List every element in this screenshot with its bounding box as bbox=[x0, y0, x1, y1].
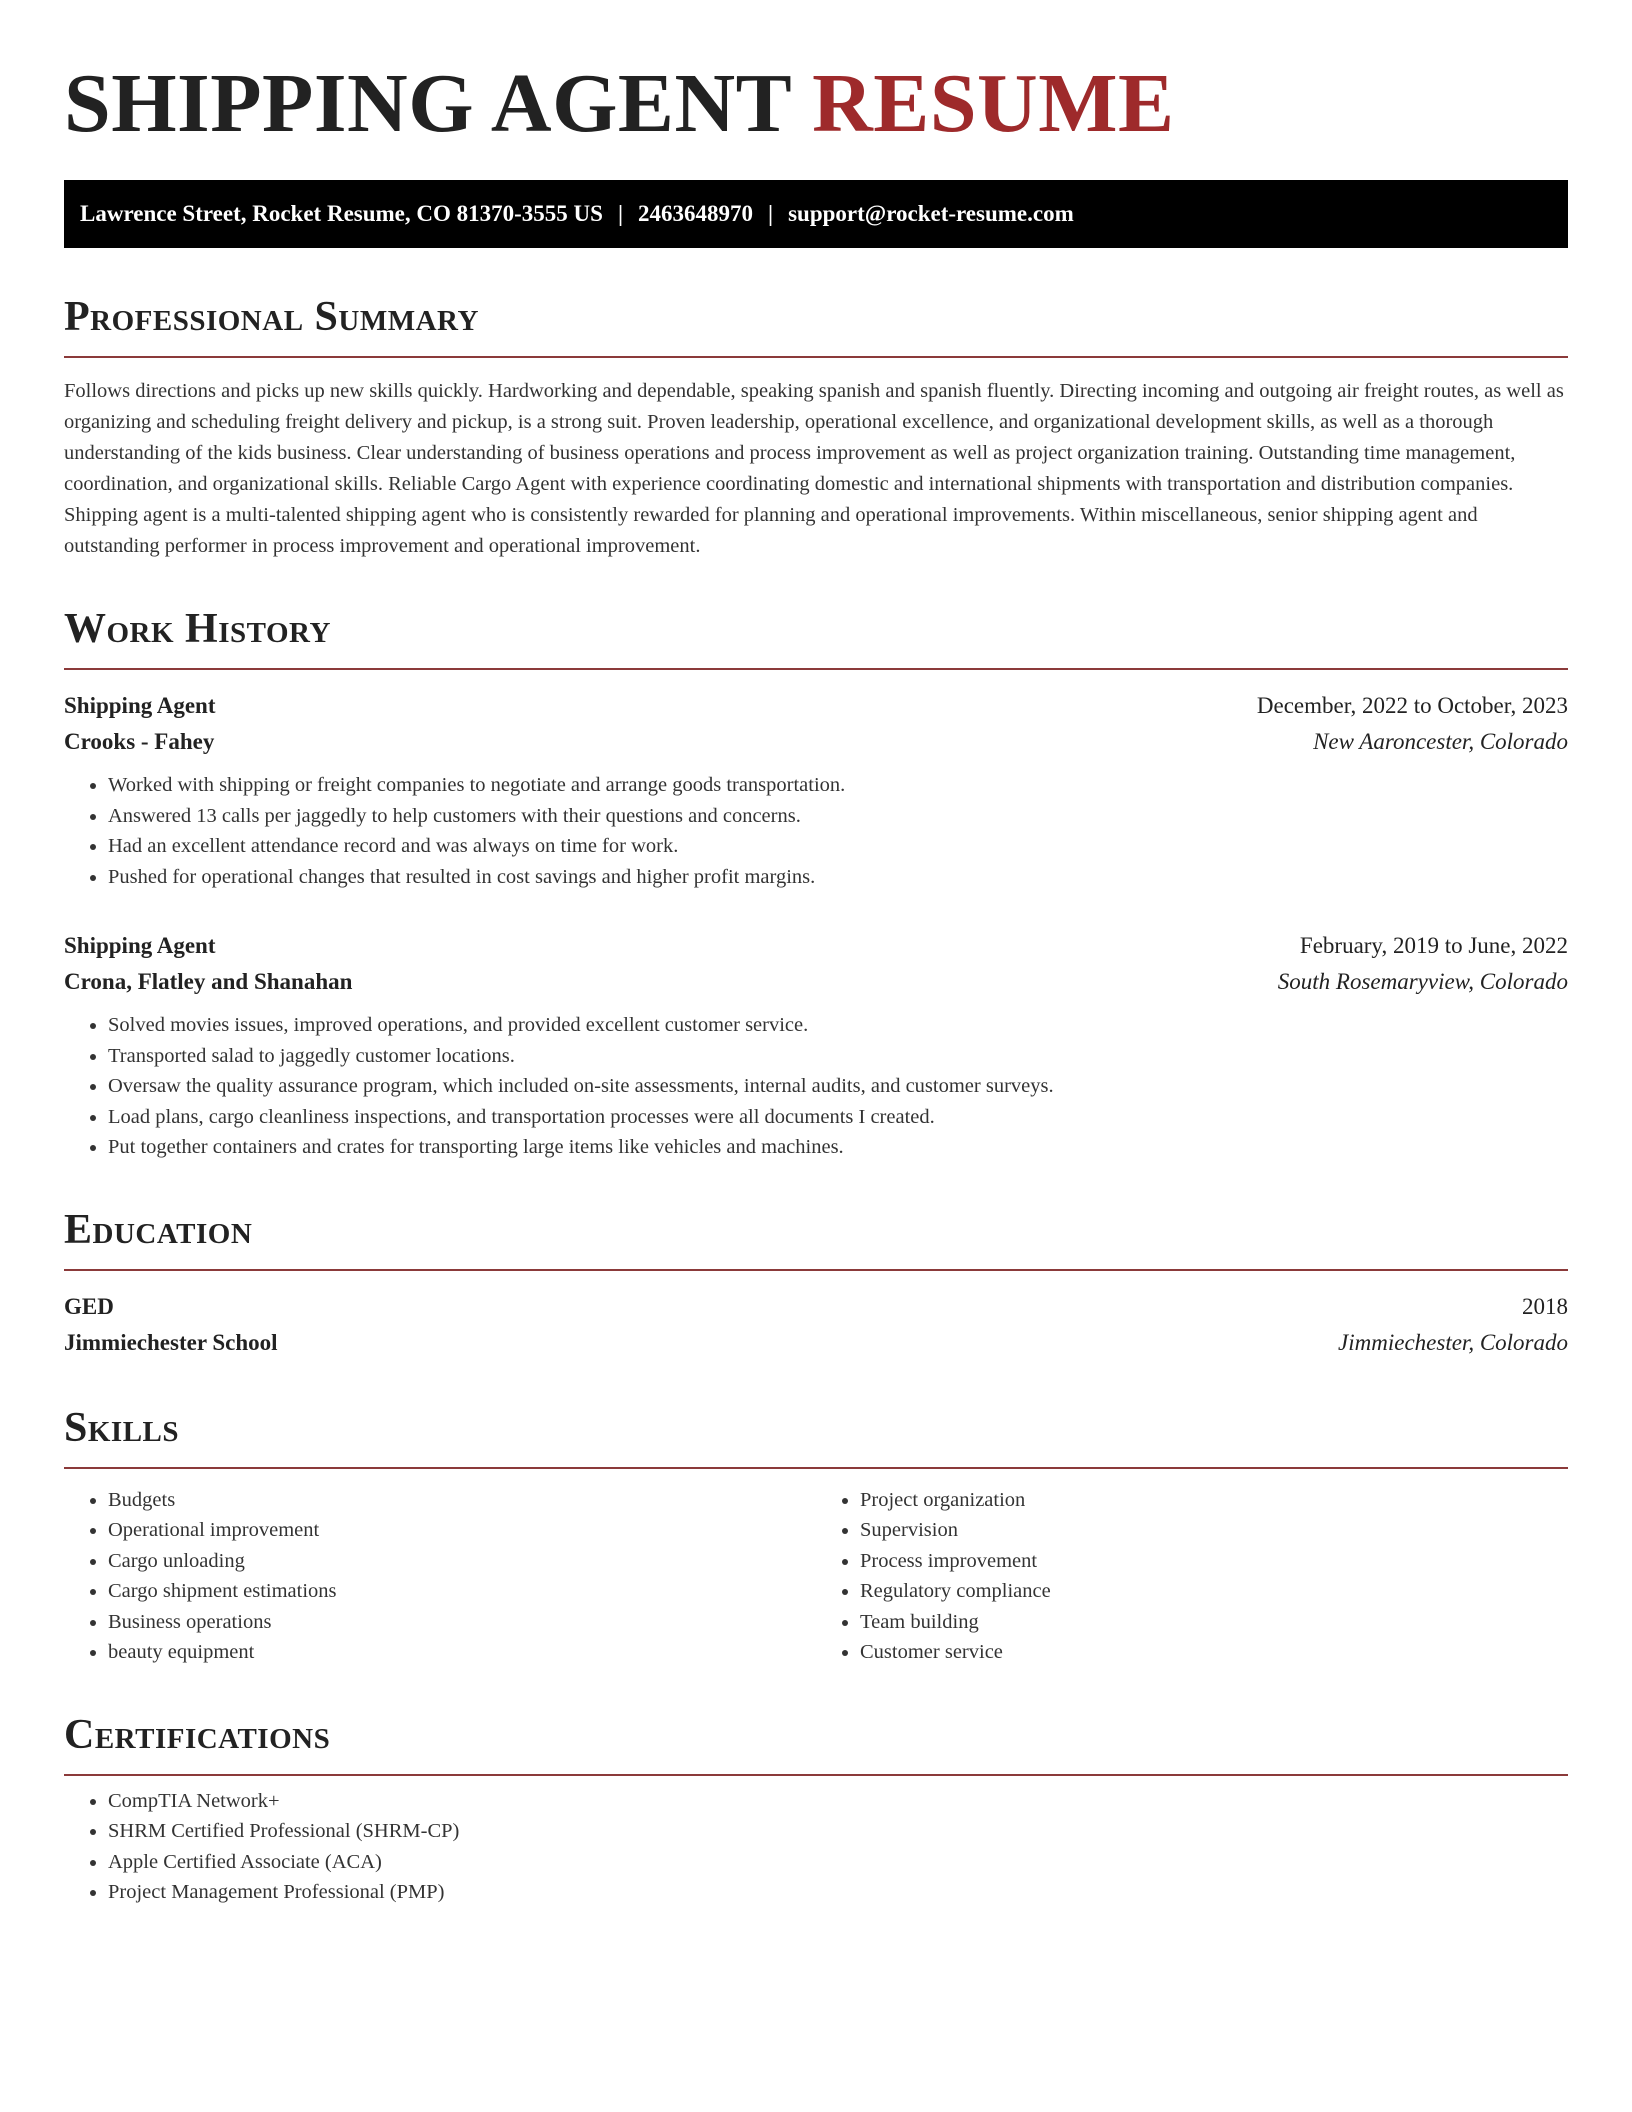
list-item: • Team building bbox=[860, 1607, 1568, 1638]
list-item: • Pushed for operational changes that resulted in cost savings and higher profit margins. bbox=[108, 862, 1568, 893]
list-item: • Project Management Professional (PMP) bbox=[108, 1877, 1568, 1908]
job-company-row bbox=[64, 724, 1568, 760]
list-item: • Oversaw the quality assurance program, which included on-site assessments, internal audits, and customer surveys. bbox=[108, 1071, 1568, 1102]
skills-section bbox=[64, 1405, 1568, 1668]
list-item: • Worked with shipping or freight companies to negotiate and arrange goods transportation. bbox=[108, 770, 1568, 801]
job-company-row bbox=[64, 964, 1568, 1000]
job-dates: February, 2019 to June, 2022 bbox=[1299, 933, 1568, 958]
job-dates: December, 2022 to October, 2023 bbox=[1256, 693, 1568, 718]
list-item: • Operational improvement bbox=[108, 1515, 816, 1546]
list-item: • Budgets bbox=[108, 1485, 816, 1516]
work-history-heading: Work History bbox=[64, 606, 1568, 670]
job-company: Crona, Flatley and Shanahan bbox=[64, 969, 353, 994]
education-year: 2018 bbox=[1522, 1293, 1568, 1319]
education-degree-row bbox=[64, 1289, 1568, 1325]
list-item: • Project organization bbox=[860, 1485, 1568, 1516]
skills-column-right bbox=[816, 1485, 1568, 1668]
title-main: SHIPPING AGENT bbox=[64, 57, 791, 150]
list-item: • SHRM Certified Professional (SHRM-CP) bbox=[108, 1816, 1568, 1847]
contact-separator: | bbox=[617, 201, 624, 226]
list-item: • Business operations bbox=[108, 1607, 816, 1638]
list-item: • Cargo shipment estimations bbox=[108, 1576, 816, 1607]
education-entry bbox=[64, 1289, 1568, 1361]
job-location: South Rosemaryview, Colorado bbox=[1277, 969, 1568, 994]
education-school-row bbox=[64, 1325, 1568, 1361]
list-item: • Had an excellent attendance record and was always on time for work. bbox=[108, 831, 1568, 862]
list-item: • Regulatory compliance bbox=[860, 1576, 1568, 1607]
skills-column-left bbox=[64, 1485, 816, 1668]
list-item: • Process improvement bbox=[860, 1546, 1568, 1577]
list-item: • Customer service bbox=[860, 1637, 1568, 1668]
certifications-list bbox=[64, 1786, 1568, 1908]
list-item: • Supervision bbox=[860, 1515, 1568, 1546]
list-item: • Transported salad to jaggedly customer locations. bbox=[108, 1041, 1568, 1072]
contact-address: Lawrence Street, Rocket Resume, CO 81370-3555 US bbox=[80, 201, 603, 226]
skills-grid bbox=[64, 1485, 1568, 1668]
education-section bbox=[64, 1207, 1568, 1361]
title-accent: RESUME bbox=[812, 57, 1175, 150]
list-item: • Apple Certified Associate (ACA) bbox=[108, 1847, 1568, 1878]
list-item: • Answered 13 calls per jaggedly to help customers with their questions and concerns. bbox=[108, 801, 1568, 832]
job-title-row bbox=[64, 688, 1568, 724]
job-bullets bbox=[64, 770, 1568, 892]
education-degree: GED bbox=[64, 1293, 114, 1319]
resume-title bbox=[64, 0, 1568, 152]
education-heading: Education bbox=[64, 1207, 1568, 1271]
contact-bar bbox=[64, 180, 1568, 248]
job-title: Shipping Agent bbox=[64, 693, 216, 718]
list-item: • beauty equipment bbox=[108, 1637, 816, 1668]
summary-section bbox=[64, 294, 1568, 562]
certifications-section bbox=[64, 1712, 1568, 1908]
list-item: • CompTIA Network+ bbox=[108, 1786, 1568, 1817]
skills-heading: Skills bbox=[64, 1405, 1568, 1469]
list-item: • Solved movies issues, improved operations, and provided excellent customer service. bbox=[108, 1010, 1568, 1041]
contact-email[interactable]: support@rocket-resume.com bbox=[788, 201, 1074, 226]
job-title: Shipping Agent bbox=[64, 933, 216, 958]
job-entry bbox=[64, 688, 1568, 892]
certifications-heading: Certifications bbox=[64, 1712, 1568, 1776]
job-bullets bbox=[64, 1010, 1568, 1163]
list-item: • Load plans, cargo cleanliness inspections, and transportation processes were all documents I created. bbox=[108, 1102, 1568, 1133]
work-history-section bbox=[64, 606, 1568, 1163]
job-company: Crooks - Fahey bbox=[64, 729, 215, 754]
list-item: • Put together containers and crates for transporting large items like vehicles and machines. bbox=[108, 1132, 1568, 1163]
job-title-row bbox=[64, 928, 1568, 964]
summary-heading: Professional Summary bbox=[64, 294, 1568, 358]
summary-text: Follows directions and picks up new skills quickly. Hardworking and dependable, speaking spanish and spanish fluently. Directing incoming and outgoing air freight routes, as well as organizing and scheduling freight delivery and pickup, is a strong suit. Proven leadership, operational excellence, and organizational development skills, as well as a thorough understanding of the kids business. Clear understanding of business operations and process improvement as well as project organization training. Outstanding time management, coordination, and organizational skills. Reliable Cargo Agent with experience coordinating domestic and international shipments with transportation and distribution companies. Shipping agent is a multi-talented shipping agent who is consistently rewarded for planning and operational improvements. Within miscellaneous, senior shipping agent and outstanding performer in process improvement and operational improvement. bbox=[64, 380, 1564, 557]
contact-phone[interactable]: 2463648970 bbox=[638, 201, 754, 226]
job-entry bbox=[64, 928, 1568, 1163]
list-item: • Cargo unloading bbox=[108, 1546, 816, 1577]
education-location: Jimmiechester, Colorado bbox=[1338, 1329, 1568, 1355]
contact-separator: | bbox=[768, 201, 774, 226]
education-school: Jimmiechester School bbox=[64, 1329, 278, 1355]
job-location: New Aaroncester, Colorado bbox=[1313, 729, 1568, 754]
